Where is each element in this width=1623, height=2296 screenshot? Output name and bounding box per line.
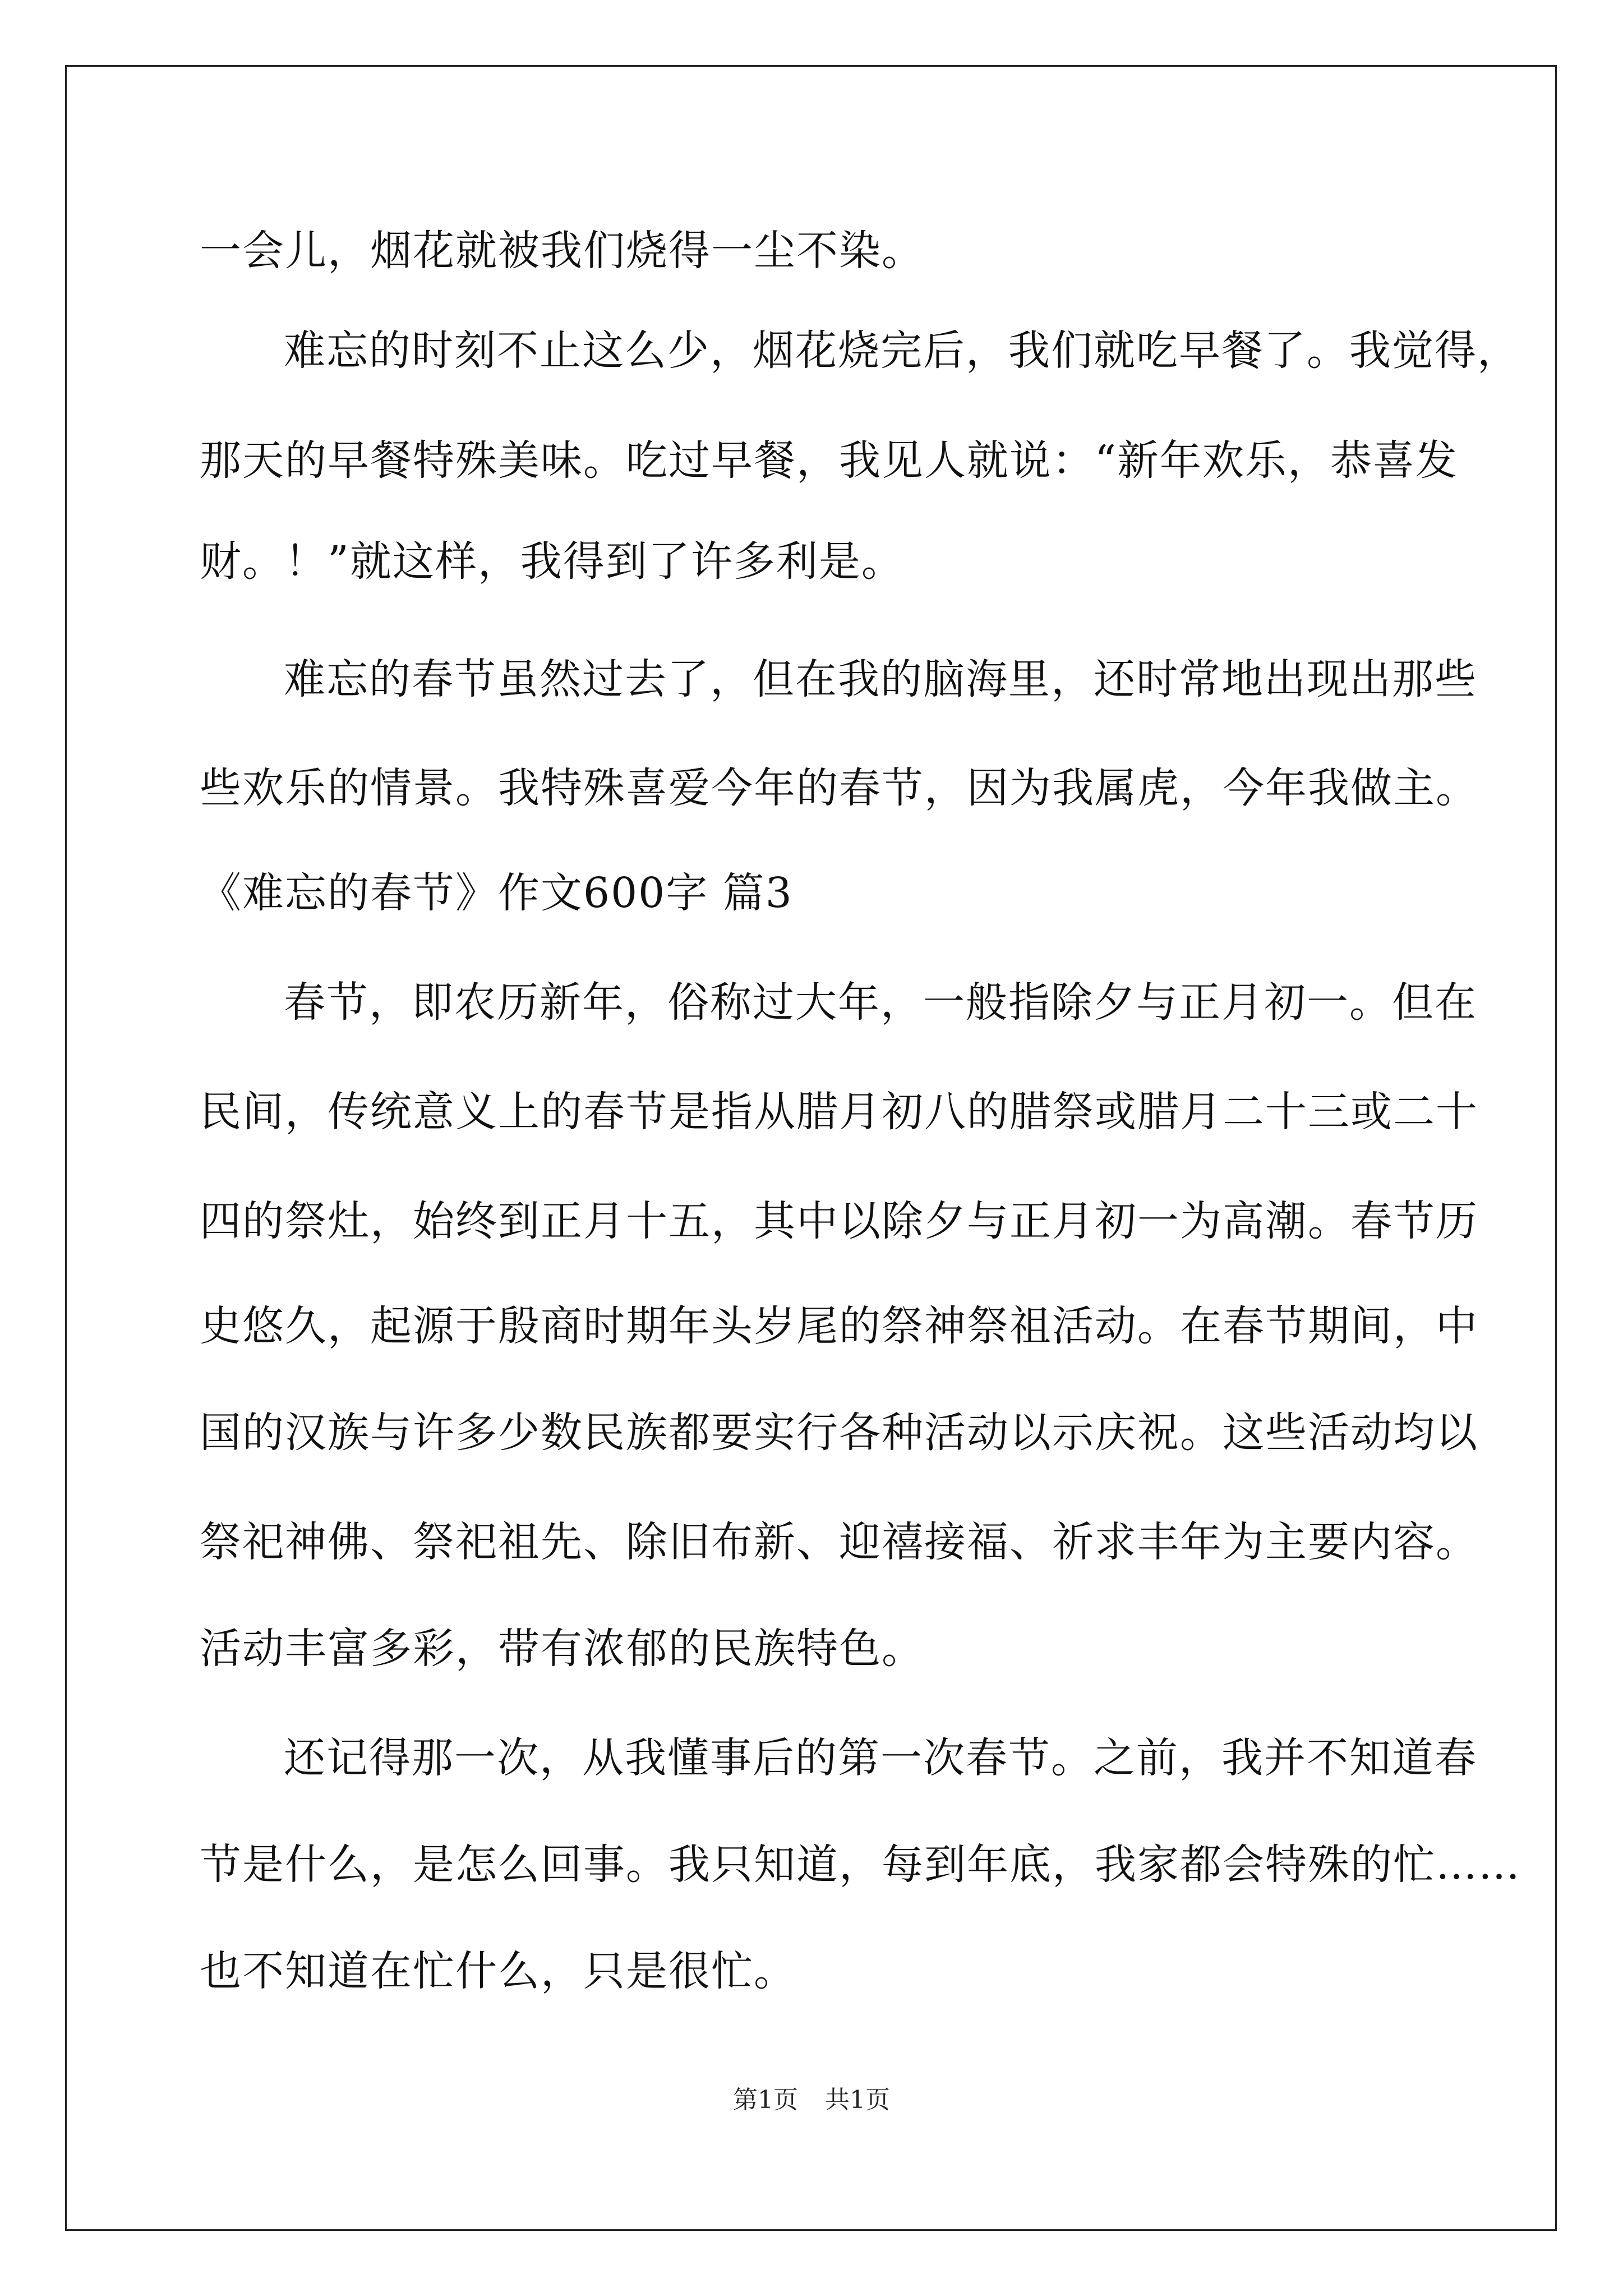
section-heading: 《难忘的春节》作文600字 篇3	[200, 869, 793, 917]
page-current-label: 第1页	[733, 2086, 798, 2114]
text-line: 祭祀神佛、祭祀祖先、除旧布新、迎禧接福、祈求丰年为主要内容。	[200, 1518, 1478, 1566]
text-line: 民间，传统意义上的春节是指从腊月初八的腊祭或腊月二十三或二十	[200, 1088, 1478, 1136]
paragraph-start-line: 难忘的春节虽然过去了，但在我的脑海里，还时常地出现出那些	[284, 655, 1477, 703]
text-line: 国的汉族与许多少数民族都要实行各种活动以示庆祝。这些活动均以	[200, 1409, 1478, 1457]
text-line: 财。！”就这样，我得到了许多利是。	[200, 537, 904, 586]
paragraph-start-line: 难忘的时刻不止这么少，烟花烧完后，我们就吃早餐了。我觉得，	[284, 326, 1520, 375]
text-line: 些欢乐的情景。我特殊喜爱今年的春节，因为我属虎，今年我做主。	[200, 764, 1478, 812]
text-line: 节是什么，是怎么回事。我只知道，每到年底，我家都会特殊的忙……	[200, 1841, 1521, 1889]
text-line: 活动丰富多彩，带有浓郁的民族特色。	[200, 1625, 924, 1673]
paragraph-start-line: 还记得那一次，从我懂事后的第一次春节。之前，我并不知道春	[284, 1734, 1477, 1782]
paragraph-start-line: 春节，即农历新年，俗称过大年，一般指除夕与正月初一。但在	[284, 978, 1477, 1027]
text-line: 四的祭灶，始终到正月十五，其中以除夕与正月初一为高潮。春节历	[200, 1197, 1478, 1245]
text-line: 也不知道在忙什么，只是很忙。	[200, 1947, 796, 1995]
page-border	[65, 65, 1557, 2231]
text-line: 那天的早餐特殊美味。吃过早餐，我见人就说：“新年欢乐，恭喜发	[200, 436, 1458, 485]
page-footer	[0, 2088, 1623, 2113]
text-line: 史悠久，起源于殷商时期年头岁尾的祭神祭祖活动。在春节期间，中	[200, 1302, 1478, 1350]
text-line: 一会儿，烟花就被我们烧得一尘不染。	[200, 227, 924, 275]
page-total-label: 共1页	[825, 2086, 890, 2114]
